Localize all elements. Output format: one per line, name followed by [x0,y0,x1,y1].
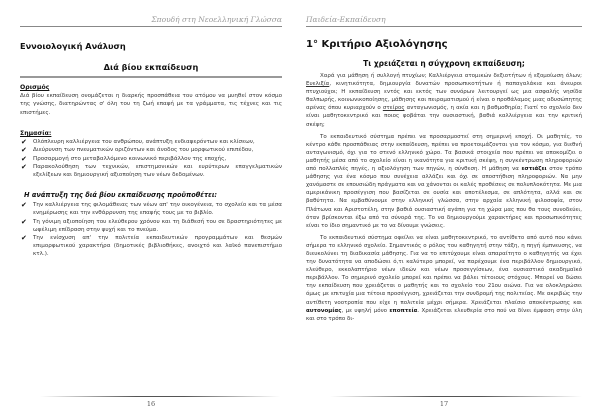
checkmark-icon: ✔ [21,201,27,210]
checkmark-icon: ✔ [21,146,27,155]
prerequisites-list [20,201,282,258]
checkmark-icon: ✔ [21,234,27,243]
subtitle: Διά βίου εκπαίδευση [103,62,199,72]
definition-label: Ορισμός [20,84,50,91]
page-number-left: 16 [146,400,156,408]
list-item: ✔ Παρακολούθηση των τεχνικών, επιστημονικών και ευρύτερων επαγγελματικών εξελίξεων και δημιουργική αξιοποίηση των νέων δεδομένων. [21,162,282,179]
article-body [306,72,582,327]
section-title: 1° Κριτήριο Αξιολόγησης [306,39,448,50]
running-head: Σπουδή στη Νεοελληνική Γλώσσα [151,15,282,24]
right-page [306,0,582,416]
subtitle-rule [20,76,282,78]
list-item: ✔ Προσαρμογή στο μεταβαλλόμενο κοινωνικό περιβάλλον της εποχής, [21,154,227,163]
list-item: ✔ Την καλλιέργεια της φιλομάθειας των νέων απ' την οικογένεια, το σχολείο και τα μέσα ενημέρωσης και την ενθάρρυνση της επαφής τους με το βιβλίο. [21,201,282,217]
list-item: ✔ Την ενίσχυση απ' την πολιτεία εκπαιδευτικών προγραμμάτων και θεσμών επιμορφωτικού χαρακτήρα (δημοτικές βιβλιοθήκες, ανοιχτό και λαϊκό πανεπιστήμιο κτλ.). [21,234,282,258]
checkmark-icon: ✔ [21,138,27,147]
list-item: ✔ Ολόπλευρη καλλιέργεια του ανθρώπου, ανάπτυξη ενδιαφερόντων και κλίσεων, [21,138,255,147]
significance-label: Σημασία: [20,130,52,137]
checkmark-icon: ✔ [21,217,27,226]
running-head: Παιδεία-Εκπαίδευση [306,15,386,24]
paragraph: Το εκπαιδευτικό σύστημα πρέπει να προσαρμοστεί στη σημερινή εποχή. Οι μαθητές, το κέντρο κάθε προσπάθειας στην εκπαίδευση, πρέπει να προετοιμάζονται για τον κόσμο, για διεθνή ανταγωνισμό, όχι για το στενό ελληνικό χώρο. Τα βασικά στοιχεία που πρέπει να αποκομίζει ο μαθητής μέσα από το σχολείο είναι η ικανότητα για κριτική σκέψη, η συγκέντρωση πληροφοριών από πολλαπλές πηγές, η αξιολόγηση των πηγών, η σύνθεση. Η μάθηση να εστιάζει στον τρόπο μάθησης για ένα κόσμο που συνέχεια αλλάζει και όχι σε αποστήθιση πληροφοριών. Να μην χανόμαστε σε επουσιώδη πράγματα και να χάνονται οι καλές προθέσεις σε πολυπλοκότητα. Με μια αμερικάνικη προσέγγιση που βασίζεται σε ουσία και αποτέλεσμα, σε απλότητα, αλλά και σε βαθύτητα. Να εμβαθύνουμε στην ελληνική γλώσσα, στην αρχαία ελληνική φιλοσοφία, στον Πλάτωνα και Αριστοτέλη, στην βαθιά ουσιαστική αγάπη για τη χώρα μας που θα τους συνοδεύει, όταν βρίσκονται έξω από τα σύνορά της. Το να δημιουργούμε χαρακτήρες και προσωπικότητες είναι το ίδιο σημαντικό με το να δίνουμε γνώσεις. [306,133,582,229]
definition-block [20,84,282,117]
checkmark-icon: ✔ [21,162,27,171]
header-rule [306,26,582,27]
paragraph: Χαρά για μάθηση ή συλλογή πτυχίων; Καλλιέργεια ατομικών δεξιοτήτων ή εξομοίωση όλων; Ευελιξία, κινητικότητα, δημιουργία δυνατών προσωπικοτήτων ή παπαγαλάκια και άνευροι πτυχιούχοι; Η εκπαίδευση εντός και εκτός των συνόρων λειτουργεί ως μια ασφαλής νησίδα θαλπωρής, κοινωνικοποίησης, μάθησης και πειραματισμού ή είναι ο προθάλαμος μιας αδυσώπητης αρένας όπου κυριαρχούν ο στείρος ανταγωνισμός, η ακία και η βαθμοθηρία; Γιατί το σχολείο δεν είναι μαθητοκεντρικό και ποιος φοβάται την ουσιαστική, βαθιά καλλιέργεια και την κριτική σκέψη; [306,73,582,128]
checkmark-icon: ✔ [21,154,27,163]
page-number-right: 17 [439,400,449,408]
header-rule [20,26,282,27]
prerequisites-block [20,191,282,259]
prerequisites-heading: Η ανάπτυξη της διά βίου εκπαίδευσης προϋποθέτει: [24,191,218,199]
footer-rule-left [40,396,280,397]
paragraph: Το εκπαιδευτικό σύστημα οφείλει να είναι μαθητοκεντρικό, το αντίθετο από αυτό που κάνει σήμερα το ελληνικό σχολείο. Σημαντικός ο ρόλος του καθηγητή στην τάξη, η πηγή έμπνευσης, να διευκολύνει τη διαδικασία μάθησης. Για να το επιτύχουμε είναι απαραίτητο ο καθηγητής να έχει την δυνατότητα να αποδώσει ό,τι καλύτερο μπορεί, να παρέχουμε ένα περιβάλλον δημιουργικό, ελεύθερο, εκκολαπτήριο νέων ιδεών και νέων προσεγγίσεων, ένα ουσιαστικό ακαδημαϊκό περιβάλλον. Το σημερινό σχολείο μπορεί και πρέπει να βάλει τέτοιους στόχους. Μπορεί να δώσει την εκπαίδευση που χρειάζεται ο μαθητής και το σχολείο του 21ου αιώνα. Για να ολοκληρώσει όμως με επιτυχία μια τέτοια προσέγγιση, χρειάζεται την συνδρομή της πολιτείας. Με ακριβώς την αντίθετη νοοτροπία που είχε η πολιτεία μέχρι σήμερα. Χρειάζεται πλαίσιο αποκέντρωσης και αυτονομίας, με υψηλή μόνο εποπτεία. Χρειάζεται ελευθερία στο πού να δίνει έμφαση στην ύλη και στο τρόπο δι- [306,234,582,322]
footer-rule-right [330,396,582,397]
list-item: ✔ Τη γόνιμη αξιοποίηση του ελεύθερου χρόνου και τη διάθεσή του σε δραστηριότητες με ωφέλιμη επίδραση στην ψυχή και το πνεύμα. [21,217,282,233]
list-item: ✔ Διεύρυνση των πνευματικών οριζόντων και άνοδος του μορφωτικού επιπέδου, [21,146,254,155]
definition-text: Διά βίου εκπαίδευση ονομάζεται η διαρκής προσπάθεια του ατόμου να μυηθεί στον κόσμο της γνώσης, διατηρώντας σ' όλη του τη ζωή επαφή με τα γράμματα, τις τέχνες και τις επιστήμες. [20,93,282,116]
significance-list [20,138,282,179]
subtitle: Τι χρειάζεται η σύγχρονη εκπαίδευση; [363,59,525,68]
section-title: Εννοιολογική Ανάλυση [20,41,126,51]
significance-block [20,130,282,179]
left-page [20,0,282,416]
